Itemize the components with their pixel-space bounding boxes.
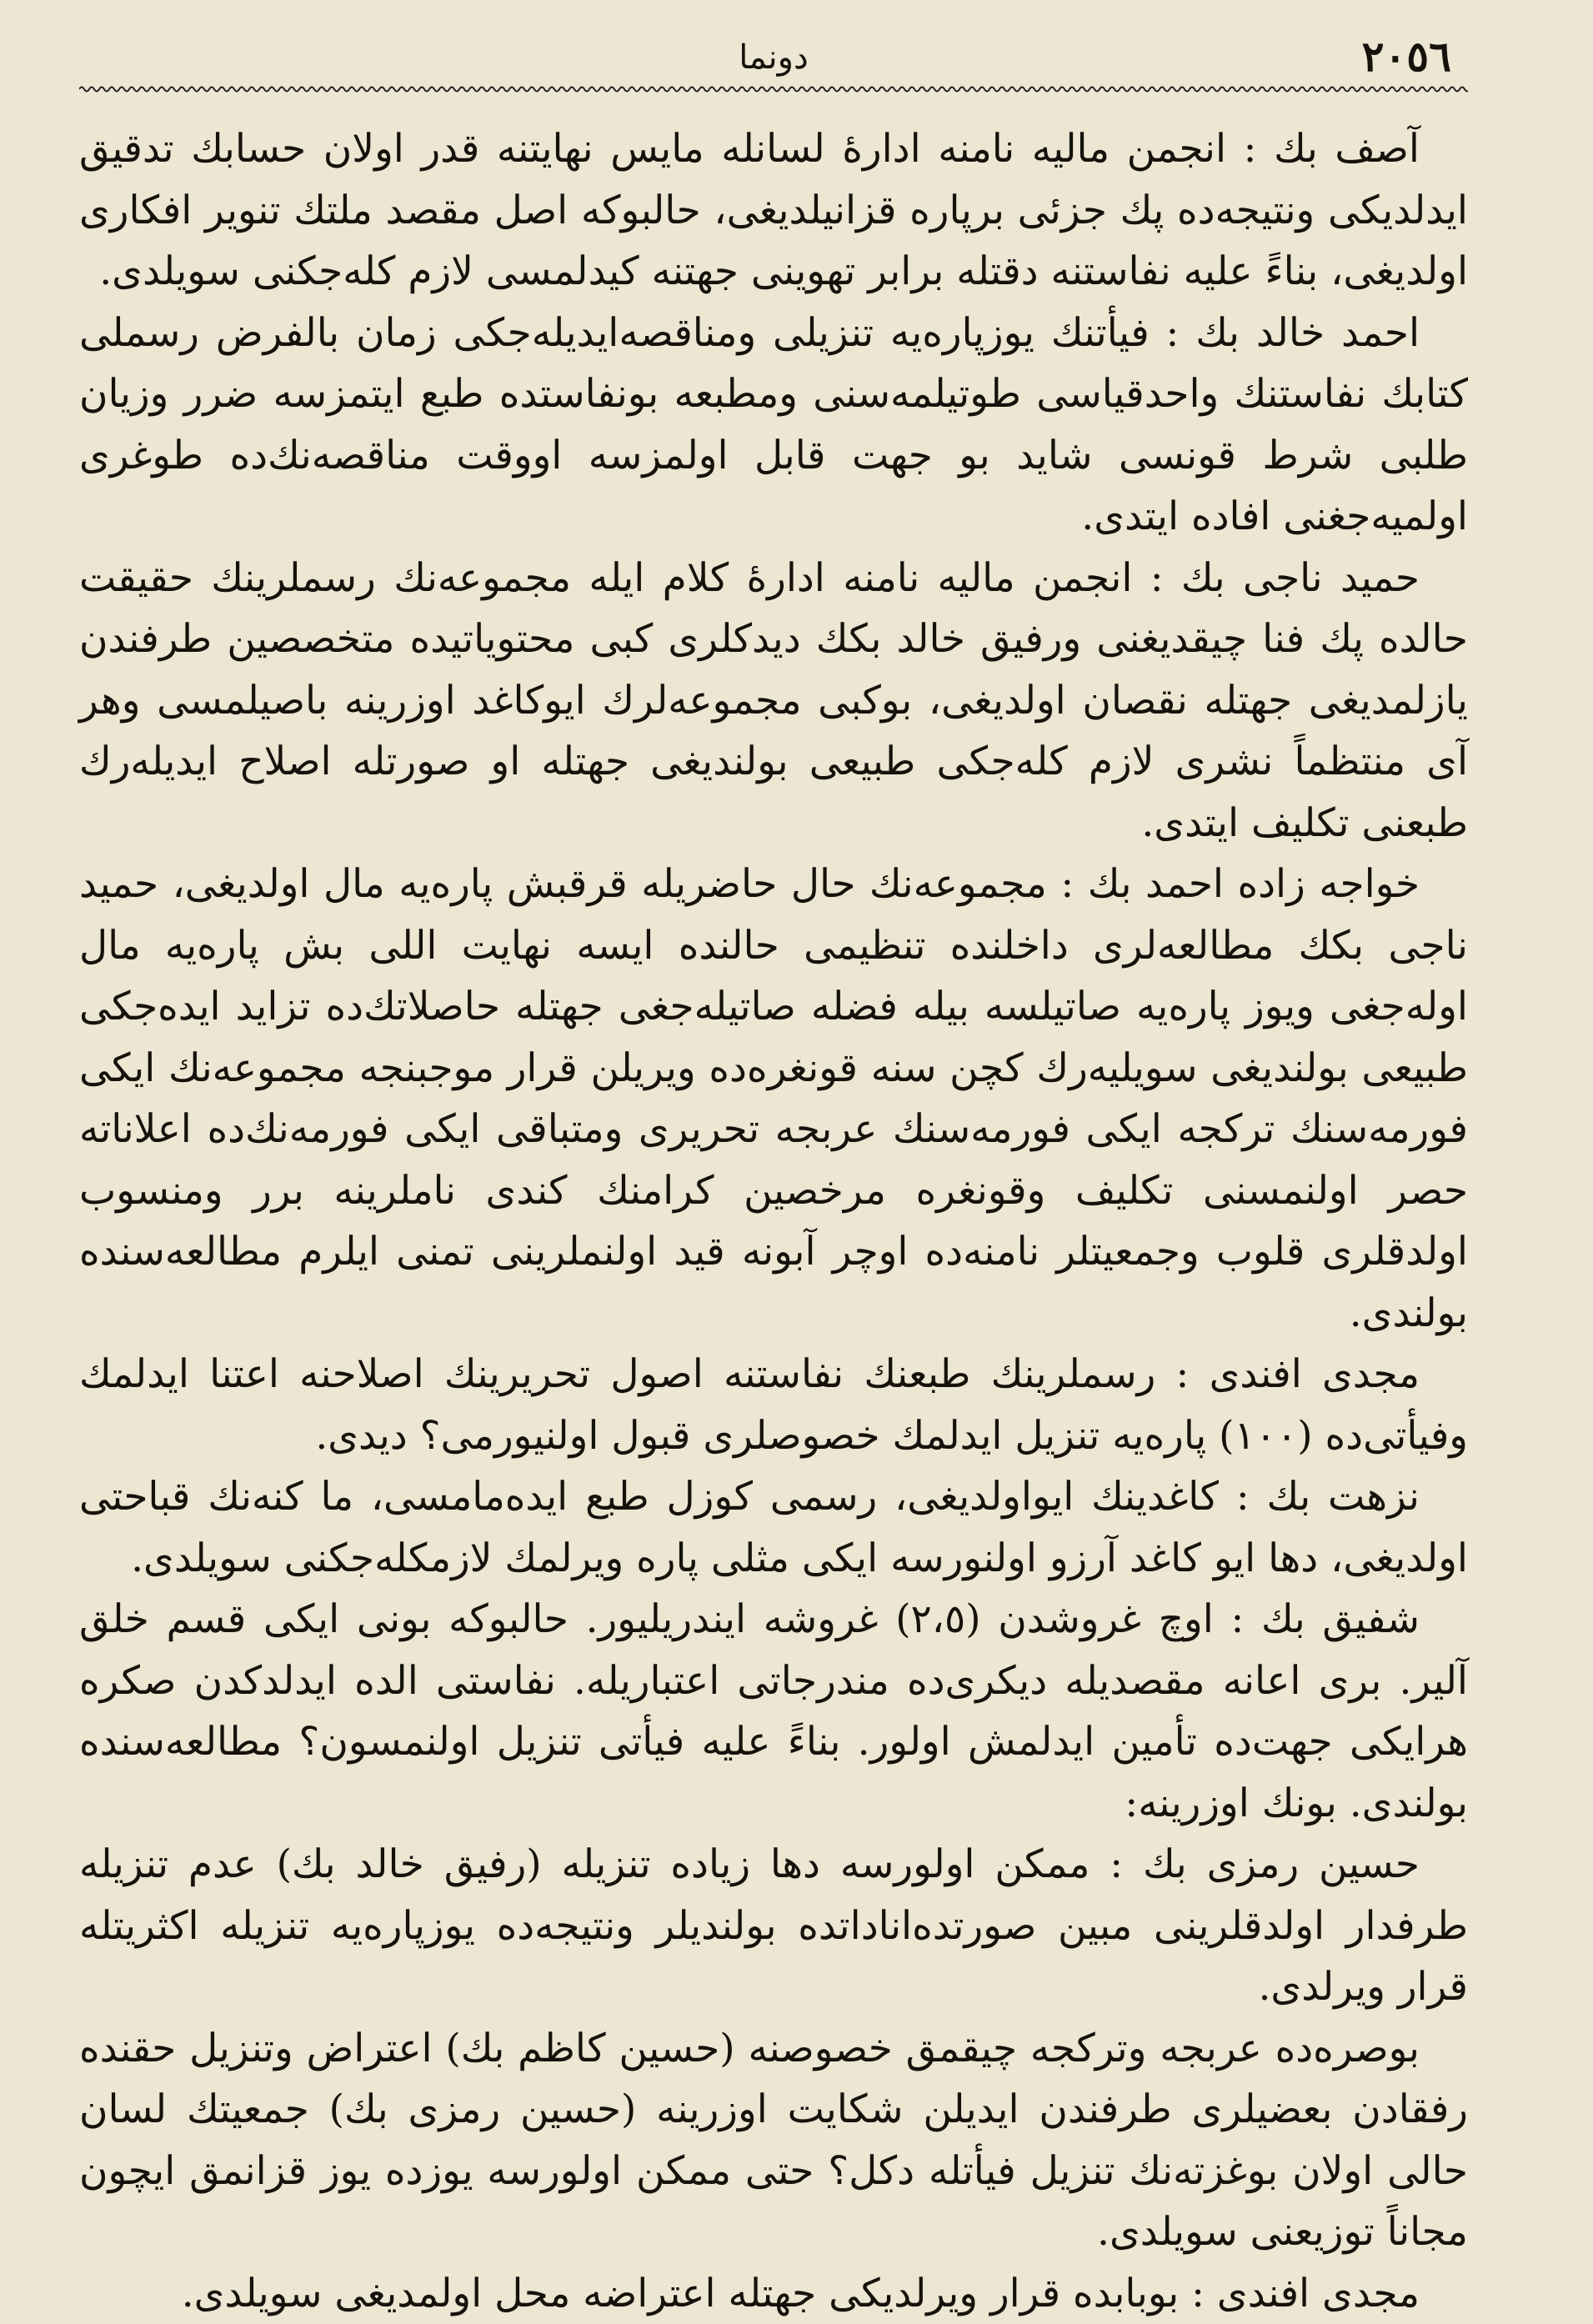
- speaker-name: شفيق بك: [1261, 1596, 1420, 1642]
- speaker-name: حسين رمزى بك: [1143, 1841, 1420, 1887]
- paragraph-text: : رسملرينك طبعنك نفاستنه اصول تحريرينك اصلاحنه اعتنا ايدلمك وفيأتى‌ده (١٠٠) پاره‌يه تنزيل ايدلمك خصوصلرى قبول اولنيورمى؟ ديدى.: [79, 1351, 1468, 1459]
- paragraph: [79, 854, 1468, 1344]
- page-body: [79, 118, 1468, 2324]
- paragraph-text: : كاغدينك ايواولديغى، رسمى كوزل طبع ايده‌مامسى، ما كنه‌نك قباحتى اولديغى، دها ايو كاغد آرزو اولنورسه ايكى مثلى پاره ويرلمك لازمكله‌جكنى سويلدى.: [79, 1474, 1468, 1581]
- speaker-name: خواجه زاده احمد بك: [1088, 861, 1420, 907]
- running-title: دونما: [79, 38, 1468, 77]
- paragraph-text: : بوبابده قرار ويرلديكى جهتله اعتراضه محل اولمديغى سويلدى.: [182, 2271, 1205, 2316]
- paragraph: [79, 2263, 1468, 2324]
- page-number: ٢٠٥٦: [1362, 32, 1451, 81]
- paragraph: [79, 1344, 1468, 1466]
- paragraph-text: : اوچ غروشدن (٢،٥) غروشه ايندريليور. حالبوكه بونى ايكى قسم خلق آلير. برى اعانه مقصديله ديكرى‌ده مندرجاتى اعتباريله. نفاستى الده ايدلدكدن صكره هرايكى جهت‌ده تأمين ايدلمش اولور. بناءً عليه فيأتى تنزيل اولنمسون؟ مطالعه‌سنده بولندى. بونك اوزرينه:: [79, 1596, 1468, 1826]
- paragraph-text: : فيأتنك يوزپاره‌يه تنزيلى ومناقصه‌ايديله‌جكى زمان بالفرض رسملى كتابك نفاستنك واحدقياسى طوتيلمه‌سنى ومطبعه بونفاستده طبع ايتمزسه ضرر وزيان طلبى شرط قونسى شايد بو جهت قابل اولمزسه اووقت مناقصه‌نك‌ده طوغرى اولميه‌جغنى افاده ايتدى.: [79, 310, 1468, 540]
- paragraph: [79, 303, 1468, 548]
- speaker-name: آصف بك: [1274, 126, 1420, 172]
- speaker-name: احمد خالد بك: [1195, 310, 1420, 356]
- paragraph: [79, 2018, 1468, 2263]
- paragraph-text: : انجمن ماليه نامنه ادارهٔ لسانله مايس نهايتنه قدر اولان حسابك تدقيق ايدلديكى ونتيجه‌ده پك جزئى برپاره قزانيلديغى، حالبوكه اصل مقصد ملتك تنوير افكارى اولديغى، بناءً عليه نفاستنه دقتله برابر تهوينى جهتنه كيدلمسى لازم كله‌جكنى سويلدى.: [79, 126, 1468, 294]
- speaker-name: حميد ناجى بك: [1181, 555, 1420, 601]
- paragraph-text: بوصره‌ده عربجه وتركجه چيقمق خصوصنه (حسين كاظم بك) اعتراض وتنزيل حقنده رفقادن بعضيلرى طرفندن ايديلن شكايت اوزرينه (حسين رمزى بك) جمعيتك لسان حالى اولان بوغزته‌نك تنزيل فيأتله دكل؟ حتى ممكن اولورسه يوزده يوز قزانمق ايچون مجاناً توزيعنى سويلدى.: [79, 2026, 1468, 2256]
- paragraph: [79, 1834, 1468, 2018]
- speaker-name: مجدى افندى: [1217, 2271, 1420, 2316]
- paragraph-text: : انجمن ماليه نامنه ادارهٔ كلام ايله مجموعه‌نك رسملرينك حقيقت حالده پك فنا چيقديغنى ورفيق خالد بكك ديدكلرى كبى محتوياتيده متخصصين طرفندن يازلمديغى جهتله نقصان اولديغى، بوكبى مجموعه‌لرك ايوكاغد اوزرينه باصيلمسى وهر آى منتظماً نشرى لازم كله‌جكى طبيعى بولنديغى جهتله او صورتله اصلاح ايديله‌رك طبعنى تكليف ايتدى.: [79, 555, 1468, 846]
- page-header: [79, 0, 1468, 90]
- paragraph: [79, 1466, 1468, 1589]
- paragraph: [79, 1589, 1468, 1834]
- paragraph-text: : ممكن اولورسه دها زياده تنزيله (رفيق خالد بك) عدم تنزيله طرفدار اولدقلرينى مبين صورتده‌اناداتده بولنديلر ونتيجه‌ده يوزپاره‌يه تنزيله اكثريتله قرار ويرلدى.: [79, 1841, 1468, 2010]
- paragraph-text: : مجموعه‌نك حال حاضريله قرقبش پاره‌يه مال اولديغى، حميد ناجى بكك مطالعه‌لرى داخلنده تنظيمى حالنده ايسه نهايت اللى بش پاره‌يه مال اوله‌جغى ويوز پاره‌يه صاتيلسه بيله فضله صاتيله‌جغى جهتله حاصلاتك‌ده تزايد ايده‌جكى طبيعى بولنديغى سويليه‌رك كچن سنه قونغره‌ده ويريلن قرار موجبنجه مجموعه‌نك ايكى فورمه‌سنك تركجه ايكى فورمه‌سنك عربجه تحريرى ومتباقى ايكى فورمه‌نك‌ده اعلاناته حصر اولنمسنى تكليف وقونغره مرخصين كرامنك كندى ناملرينه برر ومنسوب اولدقلرى قلوب وجمعيتلر نامنه‌ده اوچر آبونه قيد اولنملرينى تمنى ايلرم مطالعه‌سنده بولندى.: [79, 861, 1468, 1336]
- speaker-name: نزهت بك: [1267, 1474, 1420, 1520]
- wavy-rule: [79, 83, 1468, 95]
- paragraph: [79, 548, 1468, 854]
- speaker-name: مجدى افندى: [1210, 1351, 1420, 1397]
- paragraph: [79, 118, 1468, 303]
